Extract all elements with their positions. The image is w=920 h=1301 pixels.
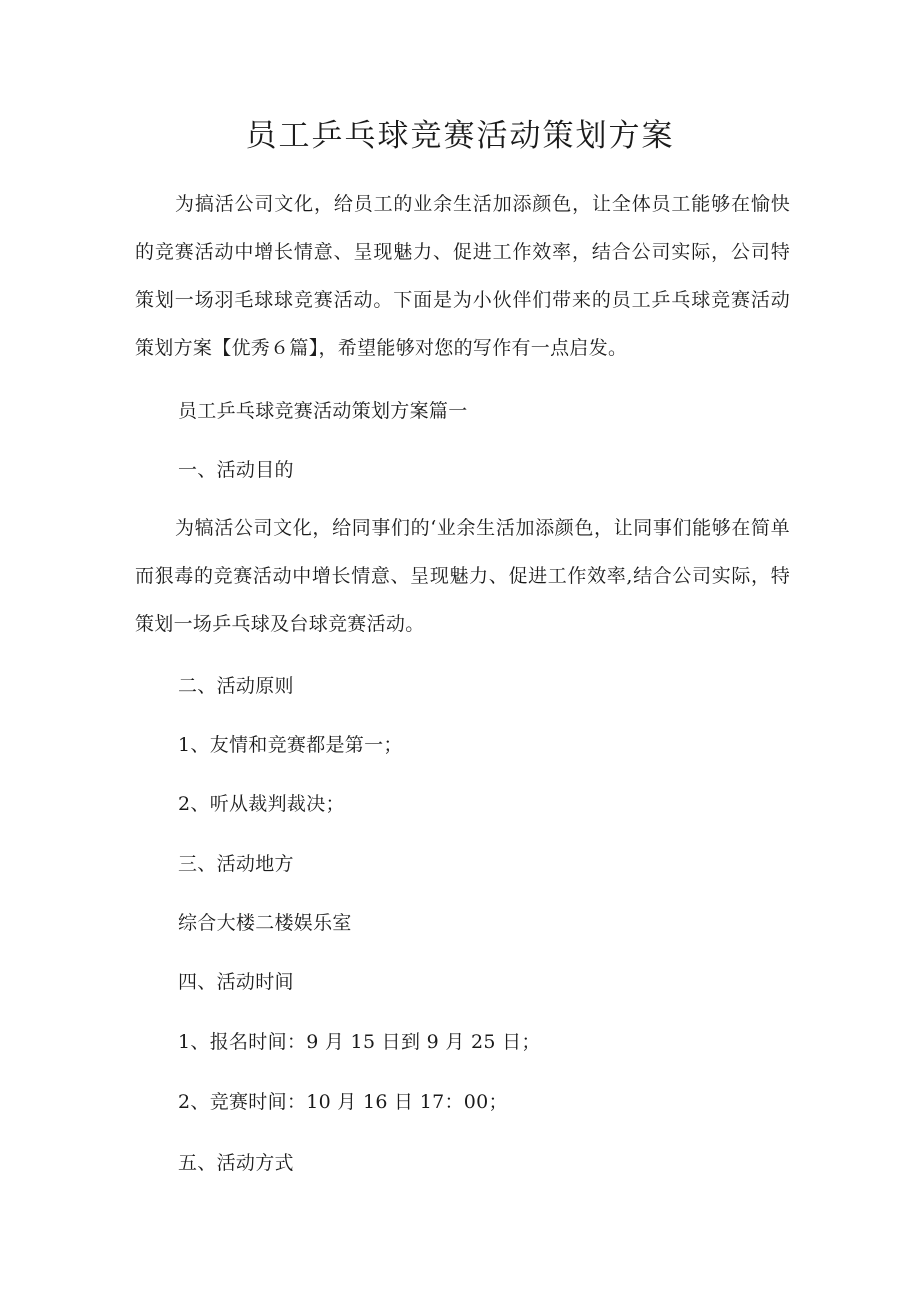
- heading-time: 四、活动时间: [178, 971, 294, 993]
- heading-method: 五、活动方式: [178, 1152, 294, 1174]
- principle-item-1: 1、友情和竞赛都是第一；: [178, 734, 403, 756]
- intro-paragraph: 为搞活公司文化，给员工的业余生活加添颜色，让全体员工能够在愉快的竞赛活动中增长情意、呈现魅力、促进工作效率，结合公司实际，公司特策划一场羽毛球球竞赛活动。下面是为小伙伴们带来的员工乒乓球竞赛活动策划方案【优秀６篇】，希望能够对您的写作有一点启发。: [135, 193, 790, 359]
- heading-purpose: 一、活动目的: [178, 459, 294, 481]
- location-text: 综合大楼二楼娱乐室: [178, 912, 352, 934]
- time-item-1: 1、报名时间：9 月 15 日到 9 月 25 日；: [178, 1031, 541, 1053]
- principle-item-2: 2、听从裁判裁决；: [178, 793, 345, 815]
- purpose-paragraph: 为犒活公司文化，给同事们的‘业余生活加添颜色，让同事们能够在简单而狠毒的竞赛活动中增长情意、呈现魅力、促进工作效率,结合公司实际，特策划一场乒乓球及台球竞赛活动。: [135, 517, 790, 635]
- document-title: 员工乒乓球竞赛活动策划方案: [245, 118, 675, 154]
- heading-principles: 二、活动原则: [178, 675, 294, 697]
- section-title: 员工乒乓球竞赛活动策划方案篇一: [178, 400, 468, 422]
- heading-location: 三、活动地方: [178, 853, 294, 875]
- time-item-2: 2、竞赛时间：10 月 16 日 17：00；: [178, 1091, 508, 1113]
